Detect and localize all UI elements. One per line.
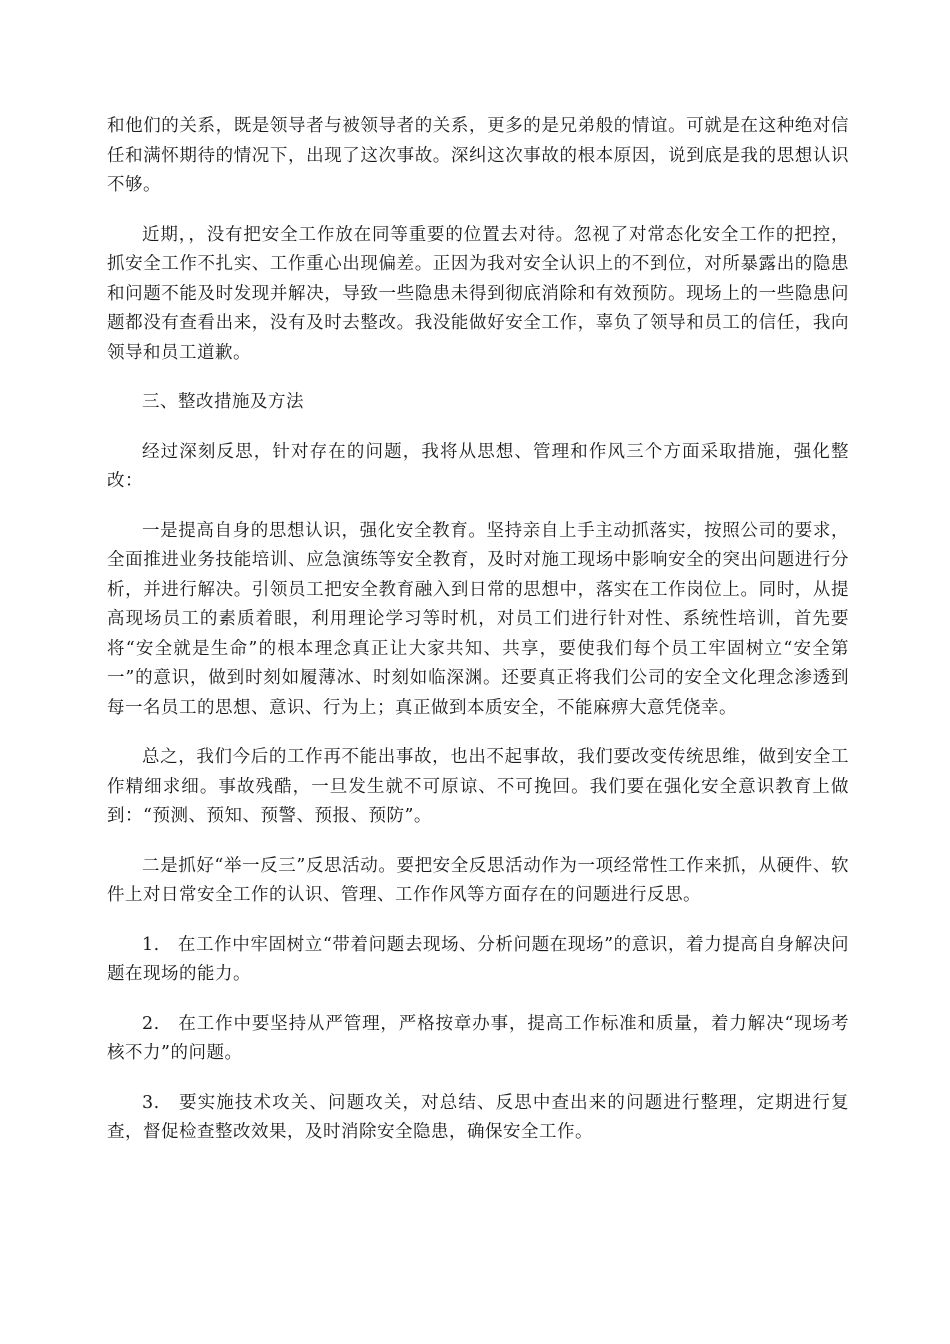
list-item-1: 1. 在工作中牢固树立“带着问题去现场、分析问题在现场”的意识，着力提高自身解决问题在现场的能力。 <box>107 934 849 984</box>
paragraph-measure-two: 二是抓好“举一反三”反思活动。要把安全反思活动作为一项经常性工作来抓，从硬件、软件上对日常安全工作的认识、管理、工作作风等方面存在的问题进行反思。 <box>107 855 849 905</box>
paragraph-measure-one: 一是提高自身的思想认识，强化安全教育。坚持亲自上手主动抓落实，按照公司的要求，全面推进业务技能培训、应急演练等安全教育，及时对施工现场中影响安全的突出问题进行分析，并进行解决。引领员工把安全教育融入到日常的思想中，落实在工作岗位上。同时，从提高现场员工的素质着眼，利用理论学习等时机，对员工们进行针对性、系统性培训，首先要将“安全就是生命”的根本理念真正让大家共知、共享，要使我们每个员工牢固树立“安全第一”的意识，做到时刻如履薄冰、时刻如临深渊。还要真正将我们公司的安全文化理念渗透到每一名员工的思想、意识、行为上；真正做到本质安全，不能麻痹大意凭侥幸。 <box>107 520 849 718</box>
paragraph-recent-period: 近期，，没有把安全工作放在同等重要的位置去对待。忽视了对常态化安全工作的把控，抓安全工作不扎实、工作重心出现偏差。正因为我对安全认识上的不到位，对所暴露出的隐患和问题不能及时发现并解决，导致一些隐患未得到彻底消除和有效预防。现场上的一些隐患问题都没有查看出来，没有及时去整改。我没能做好安全工作，辜负了领导和员工的信任，我向领导和员工道歉。 <box>107 224 849 363</box>
paragraph-reflection-intro: 经过深刻反思，针对存在的问题，我将从思想、管理和作风三个方面采取措施，强化整改： <box>107 441 849 491</box>
paragraph-continuation: 和他们的关系，既是领导者与被领导者的关系，更多的是兄弟般的情谊。可就是在这种绝对信任和满怀期待的情况下，出现了这次事故。深纠这次事故的根本原因，说到底是我的思想认识不够。 <box>107 116 849 195</box>
section-heading-rectification: 三、整改措施及方法 <box>142 392 304 412</box>
document-body <box>107 112 849 1168</box>
list-item-2: 2. 在工作中要坚持从严管理，严格按章办事，提高工作标准和质量，着力解决“现场考核不力”的问题。 <box>107 1013 849 1063</box>
paragraph-summary: 总之，我们今后的工作再不能出事故，也出不起事故，我们要改变传统思维，做到安全工作精细求细。事故残酷，一旦发生就不可原谅、不可挽回。我们要在强化安全意识教育上做到：“预测、预知、预警、预报、预防”。 <box>107 747 849 826</box>
list-item-3: 3. 要实施技术攻关、问题攻关，对总结、反思中查出来的问题进行整理，定期进行复查，督促检查整改效果，及时消除安全隐患，确保安全工作。 <box>107 1092 849 1142</box>
